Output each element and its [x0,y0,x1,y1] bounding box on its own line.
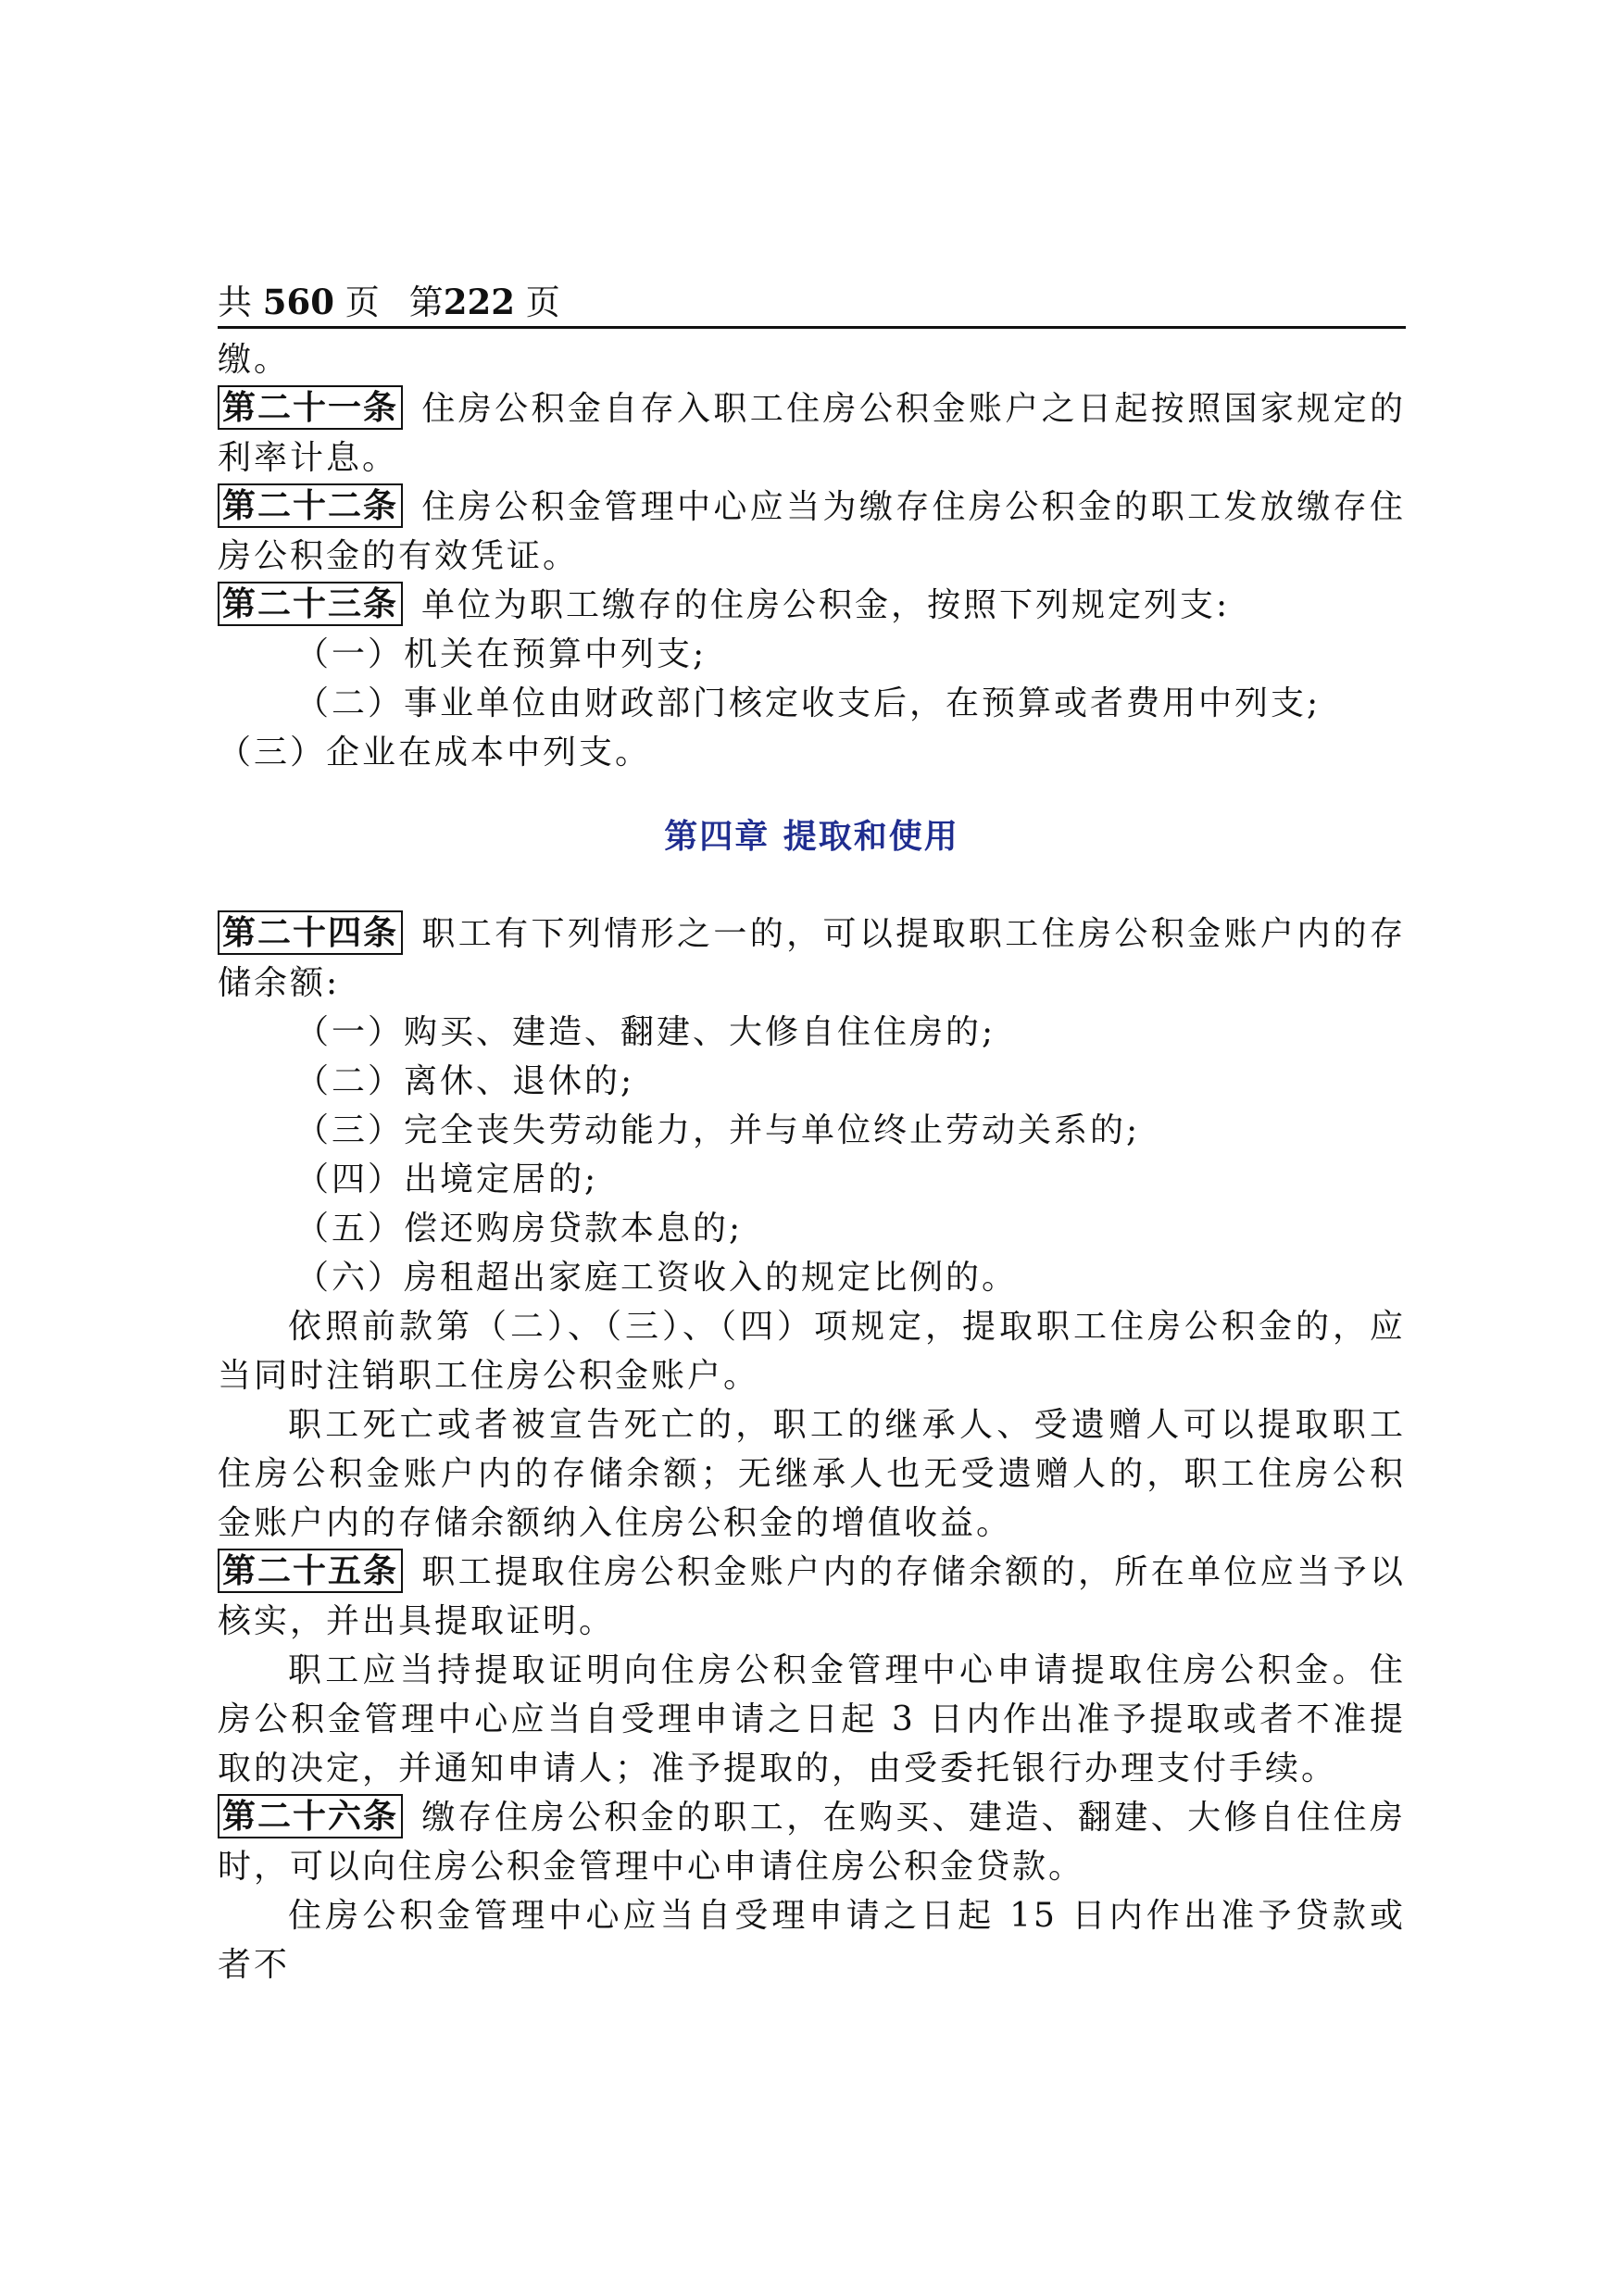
article-text: 缴存住房公积金的职工，在购买、建造、翻建、大修自住住房时，可以向住房公积金管理中心申请住房公积金贷款。 [218,1799,1406,1886]
list-item: （二）事业单位由财政部门核定收支后，在预算或者费用中列支; [295,684,1322,722]
article-21 [218,384,1406,483]
article-text: 单位为职工缴存的住房公积金，按照下列规定列支: [421,586,1231,624]
article-23 [218,581,1406,630]
list-item: （三）企业在成本中列支。 [218,734,652,772]
current-page-suffix: 页 [525,282,560,322]
total-pages-count: 560 [262,282,334,322]
paragraph: 职工死亡或者被宣告死亡的，职工的继承人、受遗赠人可以提取职工住房公积金账户内的存储余额；无继承人也无受遗赠人的，职工住房公积金账户内的存储余额纳入住房公积金的增值收益。 [218,1406,1406,1542]
article-22 [218,483,1406,581]
total-pages-suffix: 页 [344,282,380,322]
article-25 [218,1548,1406,1646]
current-page-prefix: 第 [408,282,444,322]
list-item: （一）购买、建造、翻建、大修自住住房的; [295,1013,996,1051]
article-label: 第二十五条 [218,1549,403,1593]
list-item: （四）出境定居的; [295,1161,599,1198]
document-body [218,335,1406,1989]
total-pages-prefix: 共 [218,282,252,322]
article-label: 第二十六条 [218,1794,403,1838]
page-header [218,278,1406,329]
chapter-heading: 第四章 提取和使用 [664,817,959,856]
paragraph: 住房公积金管理中心应当自受理申请之日起 15 日内作出准予贷款或者不 [218,1897,1406,1984]
list-item: （五）偿还购房贷款本息的; [295,1210,744,1248]
article-label: 第二十四条 [218,910,403,955]
paragraph: 依照前款第（二）、（三）、（四）项规定，提取职工住房公积金的，应当同时注销职工住房公积金账户。 [218,1308,1406,1395]
article-text: 住房公积金自存入职工住房公积金账户之日起按照国家规定的利率计息。 [218,390,1406,477]
list-item: （一）机关在预算中列支; [295,635,708,673]
article-label: 第二十二条 [218,483,403,528]
article-24 [218,910,1406,1008]
list-item: （六）房租超出家庭工资收入的规定比例的。 [295,1259,1019,1297]
paragraph: 职工应当持提取证明向住房公积金管理中心申请提取住房公积金。住房公积金管理中心应当自受理申请之日起 3 日内作出准予提取或者不准提取的决定，并通知申请人；准予提取的，由受委托银行办理支付手续。 [218,1651,1406,1788]
list-item: （三）完全丧失劳动能力，并与单位终止劳动关系的; [295,1111,1141,1149]
article-label: 第二十三条 [218,582,403,626]
continued-line: 缴。 [218,341,291,379]
article-text: 住房公积金管理中心应当为缴存住房公积金的职工发放缴存住房公积金的有效凭证。 [218,488,1406,575]
article-label: 第二十一条 [218,385,403,430]
article-26 [218,1793,1406,1891]
article-text: 职工提取住房公积金账户内的存储余额的，所在单位应当予以核实，并出具提取证明。 [218,1553,1406,1640]
list-item: （二）离休、退休的; [295,1062,635,1100]
article-text: 职工有下列情形之一的，可以提取职工住房公积金账户内的存储余额: [218,915,1406,1002]
current-page-number: 222 [443,282,515,322]
